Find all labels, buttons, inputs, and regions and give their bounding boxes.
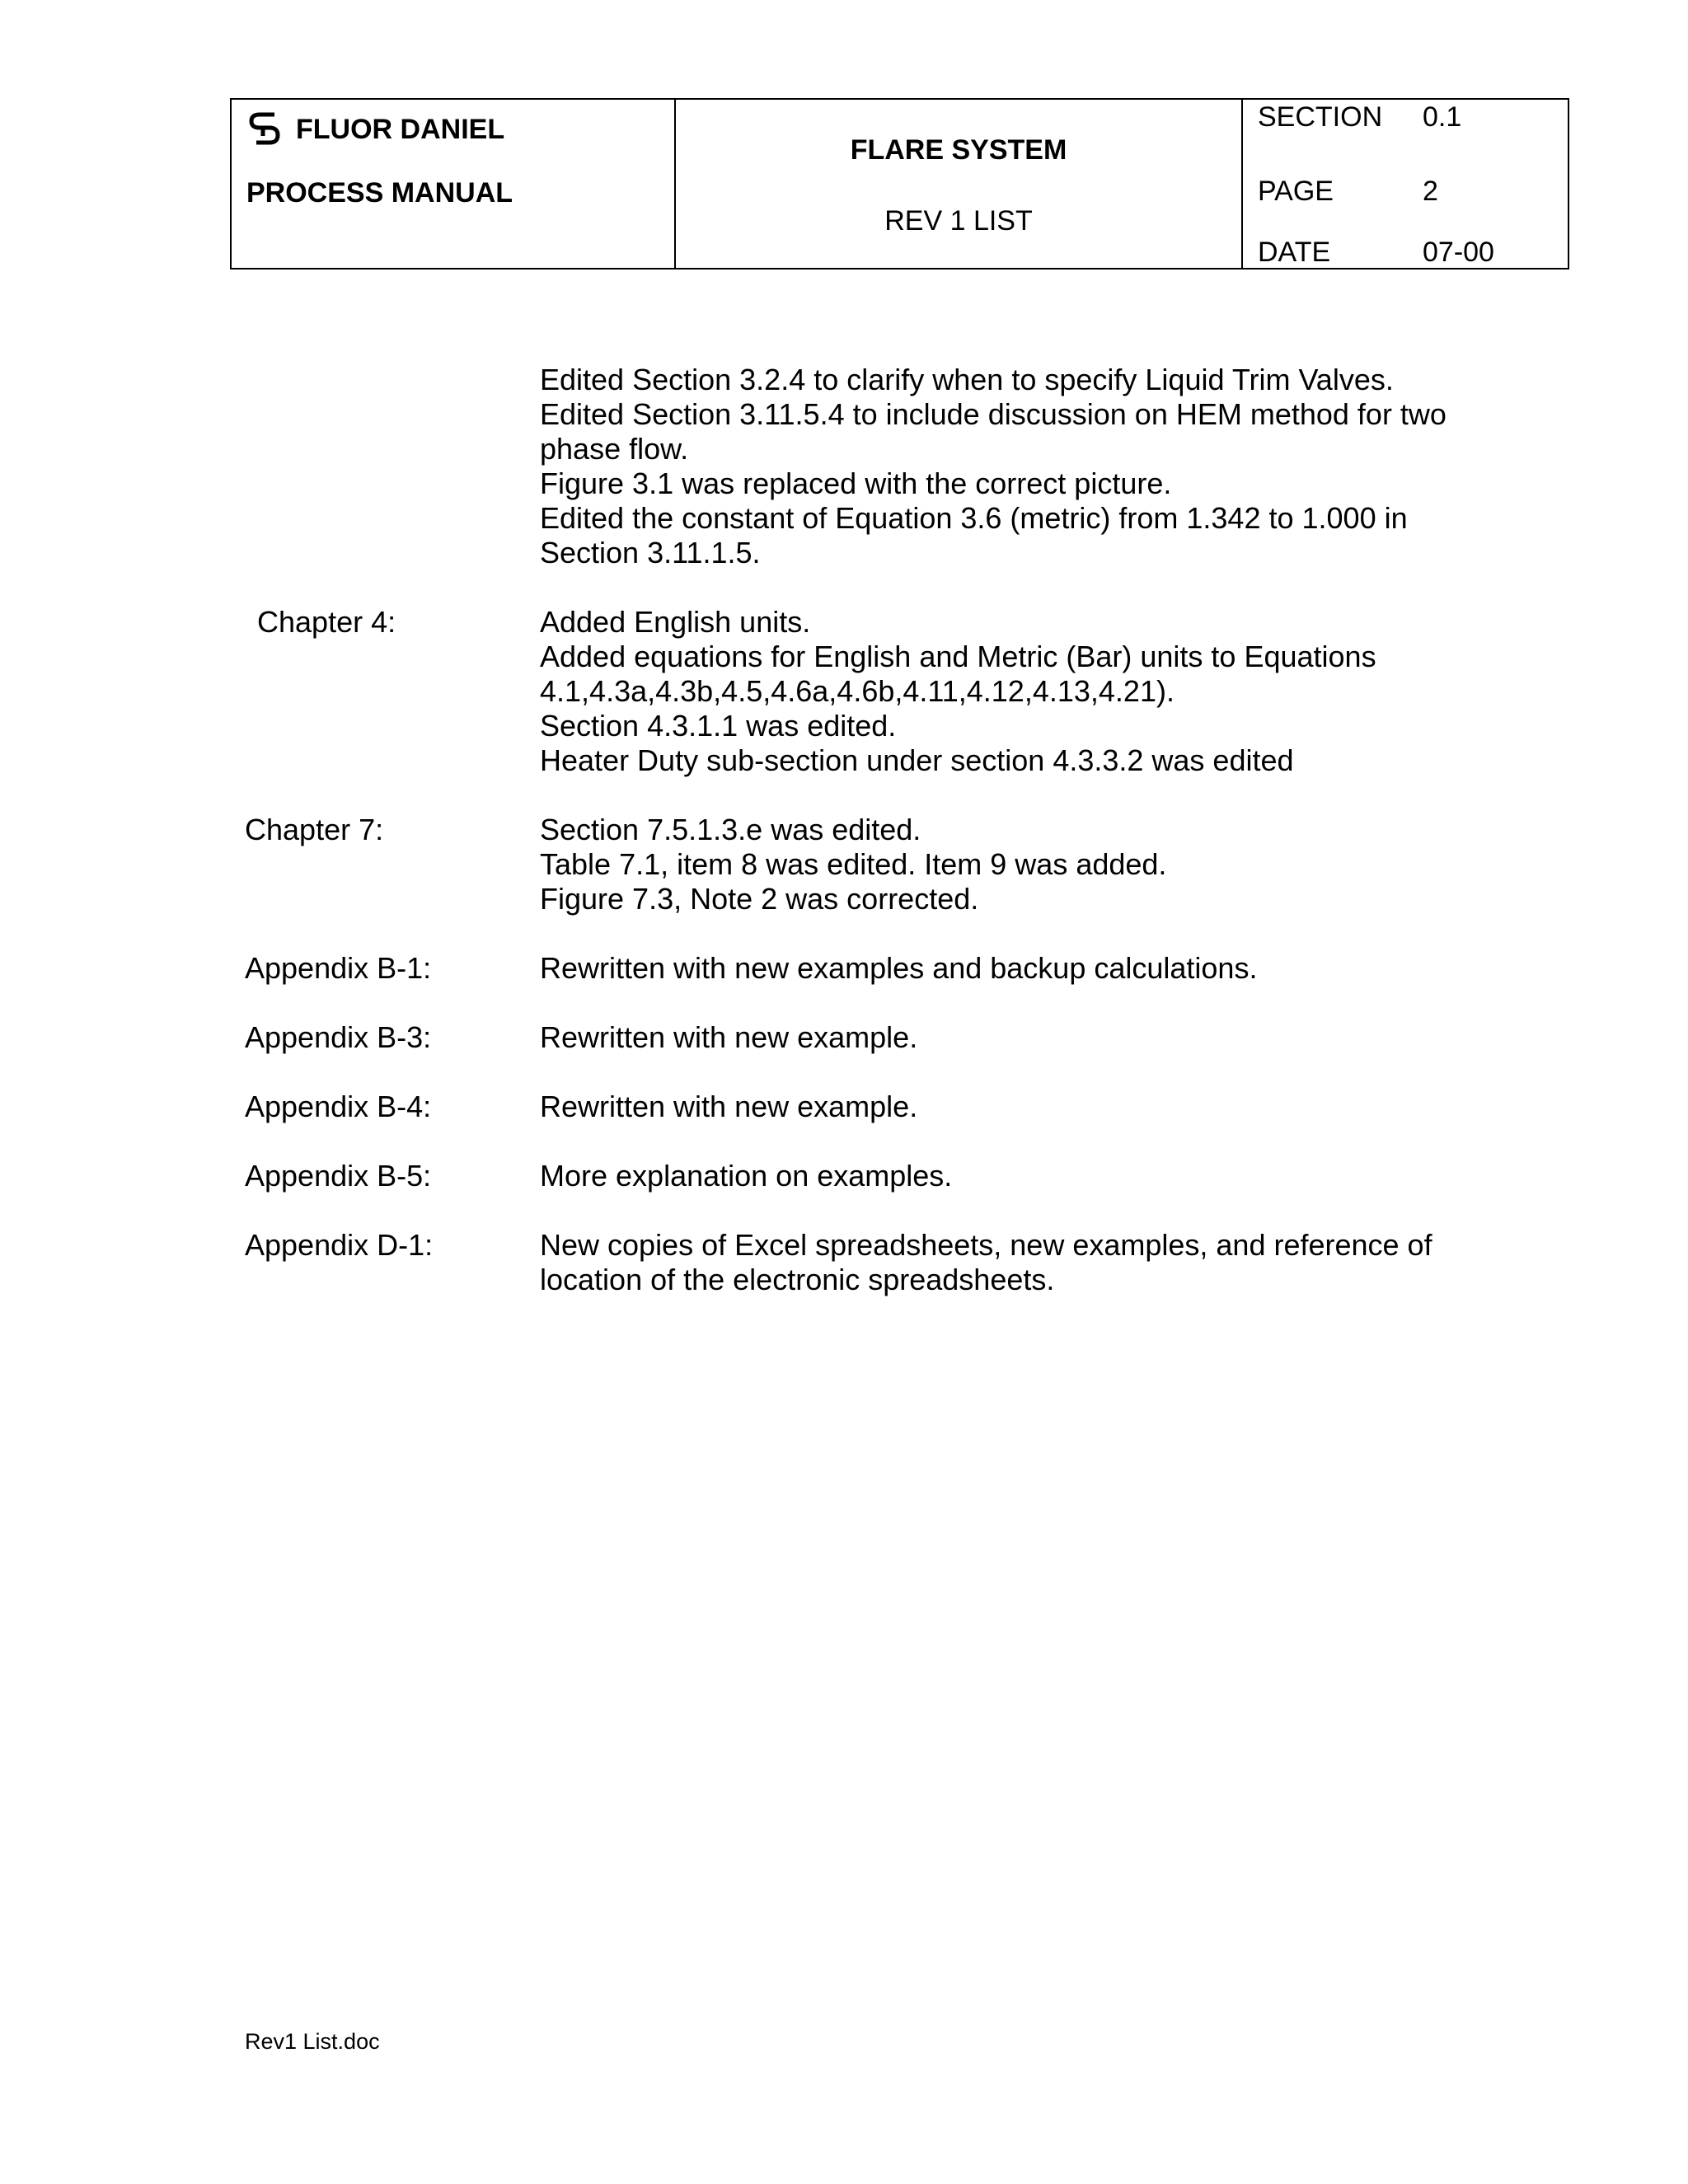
header-company-cell <box>232 100 676 268</box>
entry-line: Section 3.11.1.5. <box>540 536 761 569</box>
entry-line: Section 7.5.1.3.e was edited. <box>540 813 921 846</box>
page-value: 2 <box>1423 176 1438 207</box>
company-name: FLUOR DANIEL <box>296 113 505 145</box>
entry-line: Figure 3.1 was replaced with the correct picture. <box>540 466 1172 500</box>
entry-text <box>540 363 1488 570</box>
entry-line: Edited Section 3.2.4 to clarify when to specify Liquid Trim Valves. <box>540 363 1394 396</box>
entry-text <box>540 605 1488 778</box>
document-title: FLARE SYSTEM <box>850 134 1067 166</box>
entry-line: Figure 7.3, Note 2 was corrected. <box>540 882 979 916</box>
revision-entry <box>0 813 1688 916</box>
entry-line: Table 7.1, item 8 was edited. Item 9 was added. <box>540 847 1167 881</box>
manual-name: PROCESS MANUAL <box>246 177 513 209</box>
page-label: PAGE <box>1258 176 1334 207</box>
date-row <box>1258 237 1494 269</box>
entry-line: location of the electronic spreadsheets. <box>540 1263 1055 1296</box>
revision-entry <box>0 1228 1688 1297</box>
footer-filename: Rev1 List.doc <box>245 2029 380 2054</box>
header-meta-cell <box>1243 100 1568 268</box>
section-label: SECTION <box>1258 101 1383 133</box>
entry-text <box>540 1228 1488 1297</box>
entry-label: Chapter 7: <box>245 813 384 846</box>
entry-line: Added English units. <box>540 605 811 639</box>
entry-line: Section 4.3.1.1 was edited. <box>540 709 897 743</box>
revision-entry <box>0 1020 1688 1055</box>
entry-label <box>0 363 540 570</box>
header-title-cell <box>676 100 1243 268</box>
date-label: DATE <box>1258 237 1331 268</box>
section-row <box>1258 101 1461 134</box>
entry-line: 4.1,4.3a,4.3b,4.5,4.6a,4.6b,4.11,4.12,4.13,4.21). <box>540 674 1175 708</box>
entry-line: Rewritten with new examples and backup calculations. <box>540 951 1258 985</box>
entry-label: Appendix B-5: <box>245 1159 432 1193</box>
entry-label: Appendix B-3: <box>245 1020 432 1054</box>
revision-entry <box>0 1090 1688 1124</box>
entry-label: Appendix D-1: <box>245 1228 434 1262</box>
entry-line: New copies of Excel spreadsheets, new examples, and reference of <box>540 1228 1432 1262</box>
entry-text <box>540 813 1488 916</box>
entry-line: Edited the constant of Equation 3.6 (metric) from 1.342 to 1.000 in <box>540 501 1408 535</box>
page-row <box>1258 176 1438 208</box>
entry-label: Chapter 4: <box>257 605 396 639</box>
fluor-daniel-logo-icon <box>246 111 283 148</box>
entry-label: Appendix B-1: <box>245 951 432 985</box>
entry-line: phase flow. <box>540 432 689 466</box>
document-subtitle: REV 1 LIST <box>884 205 1033 237</box>
revision-entry <box>0 363 1688 570</box>
revision-list <box>0 363 1688 1332</box>
revision-entry <box>0 1159 1688 1193</box>
entry-line: Edited Section 3.11.5.4 to include discussion on HEM method for two <box>540 397 1447 431</box>
revision-entry <box>0 605 1688 778</box>
company-block <box>246 111 504 148</box>
entry-text <box>540 1159 1488 1193</box>
entry-line: Rewritten with new example. <box>540 1090 918 1123</box>
revision-entry <box>0 951 1688 986</box>
section-value: 0.1 <box>1423 101 1462 133</box>
entry-line: Heater Duty sub-section under section 4.3.3.2 was edited <box>540 743 1294 777</box>
entry-text <box>540 1020 1488 1055</box>
document-header <box>230 98 1569 269</box>
entry-line: Rewritten with new example. <box>540 1020 918 1054</box>
entry-line: Added equations for English and Metric (Bar) units to Equations <box>540 640 1376 673</box>
entry-line: More explanation on examples. <box>540 1159 953 1193</box>
entry-text <box>540 951 1488 986</box>
entry-text <box>540 1090 1488 1124</box>
date-value: 07-00 <box>1423 237 1494 268</box>
entry-label: Appendix B-4: <box>245 1090 432 1123</box>
